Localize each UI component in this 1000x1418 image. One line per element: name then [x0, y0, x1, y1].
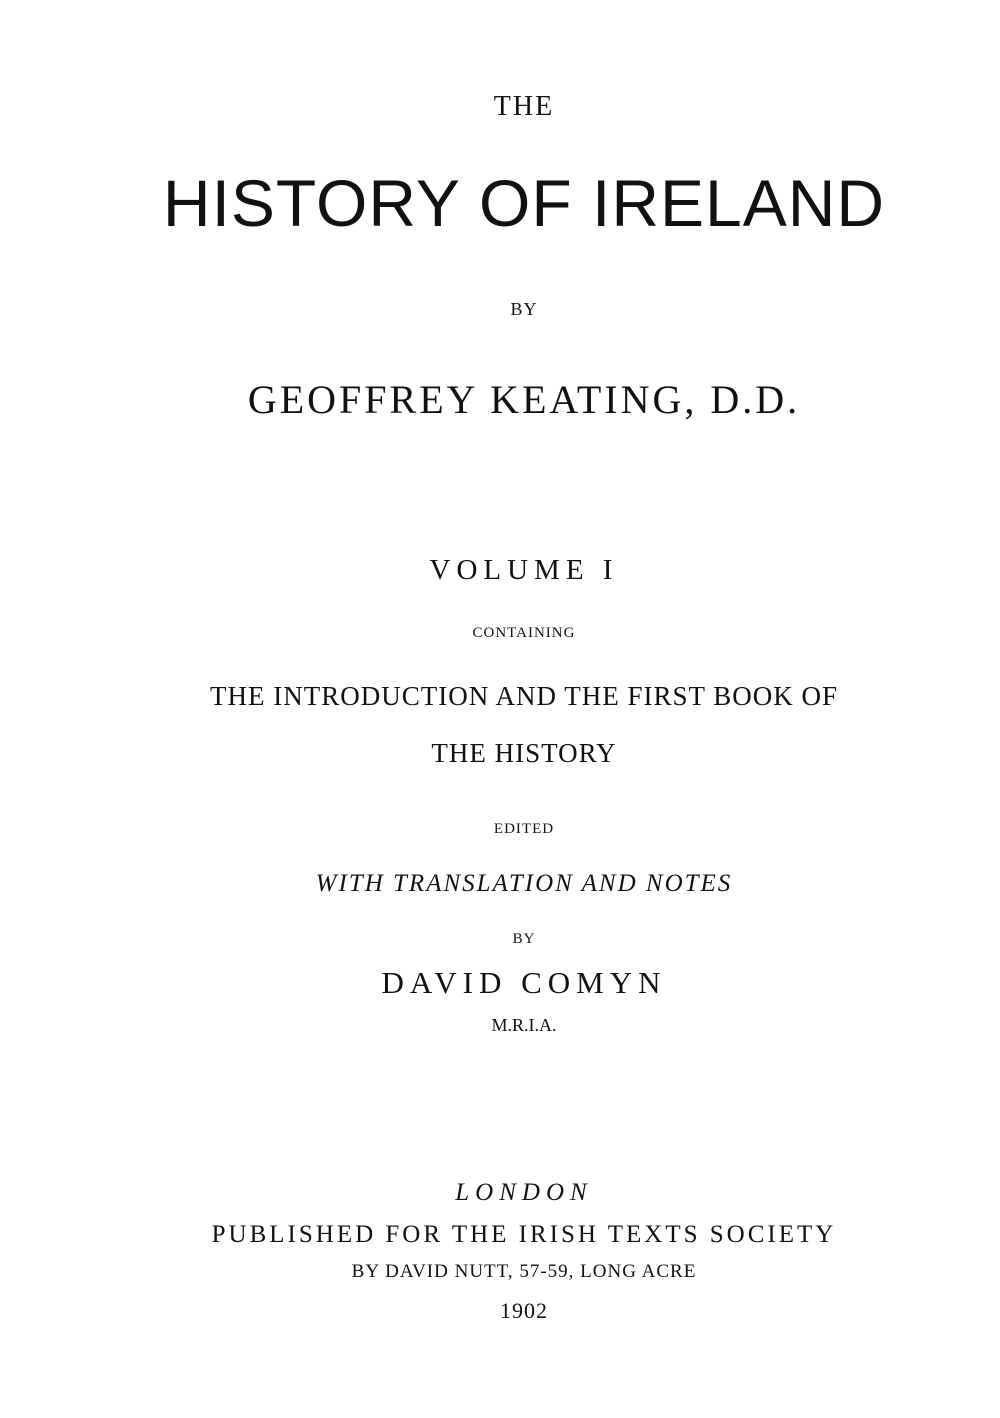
edited-label: EDITED: [493, 821, 555, 837]
editor-by-label: BY: [512, 931, 536, 947]
edited-with-line: WITH TRANSLATION AND NOTES: [315, 870, 733, 897]
contents-line-2: THE HISTORY: [431, 738, 617, 768]
editor-name: DAVID COMYN: [381, 965, 667, 1000]
author-name: GEOFFREY KEATING, D.D.: [247, 377, 801, 422]
imprint-city: LONDON: [455, 1179, 593, 1206]
book-title: HISTORY OF IRELAND: [162, 166, 886, 240]
title-article: THE: [493, 91, 555, 122]
containing-label: CONTAINING: [472, 625, 576, 641]
volume-label: VOLUME I: [429, 554, 619, 586]
contents-line-1: THE INTRODUCTION AND THE FIRST BOOK OF: [209, 681, 839, 711]
editor-credentials: M.R.I.A.: [491, 1015, 557, 1035]
imprint-publisher: BY DAVID NUTT, 57-59, LONG ACRE: [351, 1261, 697, 1282]
imprint-published-for: PUBLISHED FOR THE IRISH TEXTS SOCIETY: [211, 1221, 837, 1248]
author-by-label: BY: [510, 299, 538, 319]
imprint-year: 1902: [500, 1298, 548, 1323]
